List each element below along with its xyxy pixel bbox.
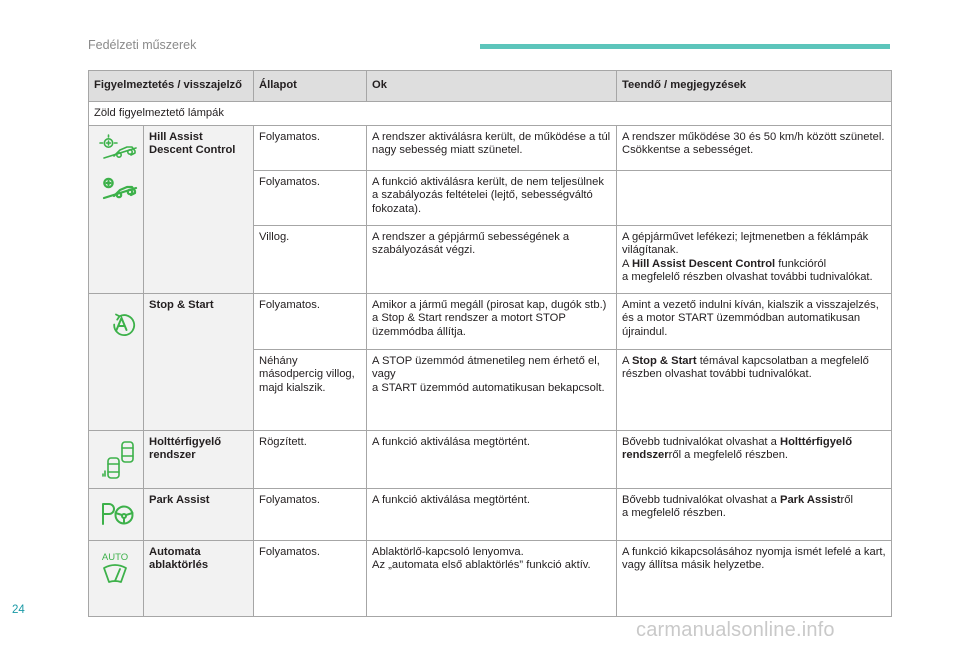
- wiper-cause-line1: Ablaktörlő-kapcsoló lenyomva.: [372, 545, 524, 558]
- hill-row3-cause: A rendszer a gépjármű sebességének a szabályozását végzi.: [367, 225, 617, 293]
- automatic-wiping-icon-cell: [89, 540, 144, 616]
- column-header-status: Állapot: [254, 71, 367, 102]
- park-action-prefix: Bővebb tudnivalókat olvashat a: [622, 493, 780, 506]
- wiper-cause-line2: Az „automata első ablaktörlés” funkció aktív.: [372, 559, 591, 571]
- stop-start-name: Stop & Start: [144, 293, 254, 430]
- hill-assist-icon-cell: [89, 125, 144, 293]
- stop-row2-action: [617, 349, 892, 430]
- table-row: [89, 125, 892, 170]
- hill-row3-action-line3: a megfelelő részben olvashat további tudnivalókat.: [622, 271, 873, 283]
- header-title: Fedélzeti műszerek: [88, 38, 197, 52]
- table-row: [89, 430, 892, 488]
- table-row: [89, 488, 892, 540]
- park-assist-icon: [94, 494, 138, 536]
- blind-action-feature: Holttérfigyelő rendszer: [622, 435, 853, 461]
- hill-row2-cause: A funkció aktiválásra került, de nem teljesülnek a szabályozás feltételei (lejtő, sebességváltó fokozata).: [367, 170, 617, 225]
- watermark: carmanualsonline.info: [636, 619, 835, 641]
- park-status: Folyamatos.: [254, 488, 367, 540]
- stop-row1-cause: Amikor a jármű megáll (pirosat kap, dugók stb.) a Stop & Start rendszer a motort STOP üzemmódba állítja.: [367, 293, 617, 349]
- automatic-wiping-name: Automata ablaktörlés: [144, 540, 254, 616]
- park-action-line2: a megfelelő részben.: [622, 507, 726, 519]
- stop-row1-status: Folyamatos.: [254, 293, 367, 349]
- blind-cause: A funkció aktiválása megtörtént.: [367, 430, 617, 488]
- automatic-wiping-icon-label: AUTO: [101, 551, 129, 563]
- hill-assist-descent-control-active-icon: [94, 171, 138, 211]
- hill-row1-cause: A rendszer aktiválásra került, de működése a túl nagy sebesség miatt szünetel.: [367, 125, 617, 170]
- hill-row3-status: Villog.: [254, 225, 367, 293]
- page-number: 24: [12, 604, 25, 616]
- stop-row2-action-prefix: A: [622, 354, 632, 367]
- blind-status: Rögzített.: [254, 430, 367, 488]
- warning-lamps-table: [88, 70, 892, 617]
- column-header-warning: Figyelmeztetés / visszajelző: [89, 71, 254, 102]
- header-accent-bar: [480, 44, 890, 49]
- hill-row1-status: Folyamatos.: [254, 125, 367, 170]
- stop-row2-cause-line1: A STOP üzemmód átmenetileg nem érhető el, vagy: [372, 354, 600, 380]
- hill-row3-action-line1: A gépjárművet lefékezi; lejtmenetben a féklámpák világítanak.: [622, 230, 869, 256]
- hill-row2-status: Folyamatos.: [254, 170, 367, 225]
- table-header-row: [89, 71, 892, 102]
- column-header-cause: Ok: [367, 71, 617, 102]
- hill-row3-action-feature: Hill Assist Descent Control: [631, 257, 776, 270]
- stop-row1-action: Amint a vezető indulni kíván, kialszik a visszajelzés, és a motor START üzemmódban automatikusan újraindul.: [617, 293, 892, 349]
- park-action-suffix: ről: [840, 493, 853, 506]
- stop-start-icon: [94, 299, 138, 347]
- stop-row2-action-feature: Stop & Start: [631, 354, 697, 367]
- wiper-action: A funkció kikapcsolásához nyomja ismét lefelé a kart, vagy állítsa másik helyzetbe.: [617, 540, 892, 616]
- blind-spot-icon-cell: [89, 430, 144, 488]
- blind-spot-monitoring-icon: [94, 436, 138, 484]
- hill-row3-action-prefix: A: [622, 257, 632, 270]
- hill-assist-descent-control-icon: [94, 131, 138, 171]
- stop-row2-cause: [367, 349, 617, 430]
- hill-row1-action: A rendszer működése 30 és 50 km/h között szünetel. Csökkentse a sebességet.: [617, 125, 892, 170]
- table-row: [89, 540, 892, 616]
- hill-row3-action: [617, 225, 892, 293]
- blind-action-suffix: ről a megfelelő részben.: [668, 449, 789, 461]
- blind-spot-name: Holttérfigyelő rendszer: [144, 430, 254, 488]
- stop-row2-cause-line2: a START üzemmód automatikusan bekapcsolt.: [372, 381, 605, 394]
- hill-row3-action-suffix: funkcióról: [775, 257, 827, 270]
- park-assist-name: Park Assist: [144, 488, 254, 540]
- hill-assist-name: Hill Assist Descent Control: [144, 125, 254, 293]
- wiper-cause: [367, 540, 617, 616]
- section-row: [89, 102, 892, 126]
- wiper-status: Folyamatos.: [254, 540, 367, 616]
- column-header-action: Teendő / megjegyzések: [617, 71, 892, 102]
- park-action: [617, 488, 892, 540]
- park-cause: A funkció aktiválása megtörtént.: [367, 488, 617, 540]
- stop-start-icon-cell: [89, 293, 144, 430]
- section-title: Zöld figyelmeztető lámpák: [89, 102, 892, 126]
- stop-row2-action-suffix: témával kapcsolatban a megfelelő részben olvashat további tudnivalókat.: [622, 354, 869, 380]
- blind-action: [617, 430, 892, 488]
- automatic-wiping-icon: [94, 546, 138, 594]
- park-action-feature: Park Assist: [779, 493, 841, 506]
- hill-row2-action: [617, 170, 892, 225]
- stop-row2-status: Néhány másodpercig villog, majd kialszik.: [254, 349, 367, 430]
- park-assist-icon-cell: [89, 488, 144, 540]
- table-row: [89, 293, 892, 349]
- blind-action-prefix: Bővebb tudnivalókat olvashat a: [622, 435, 780, 448]
